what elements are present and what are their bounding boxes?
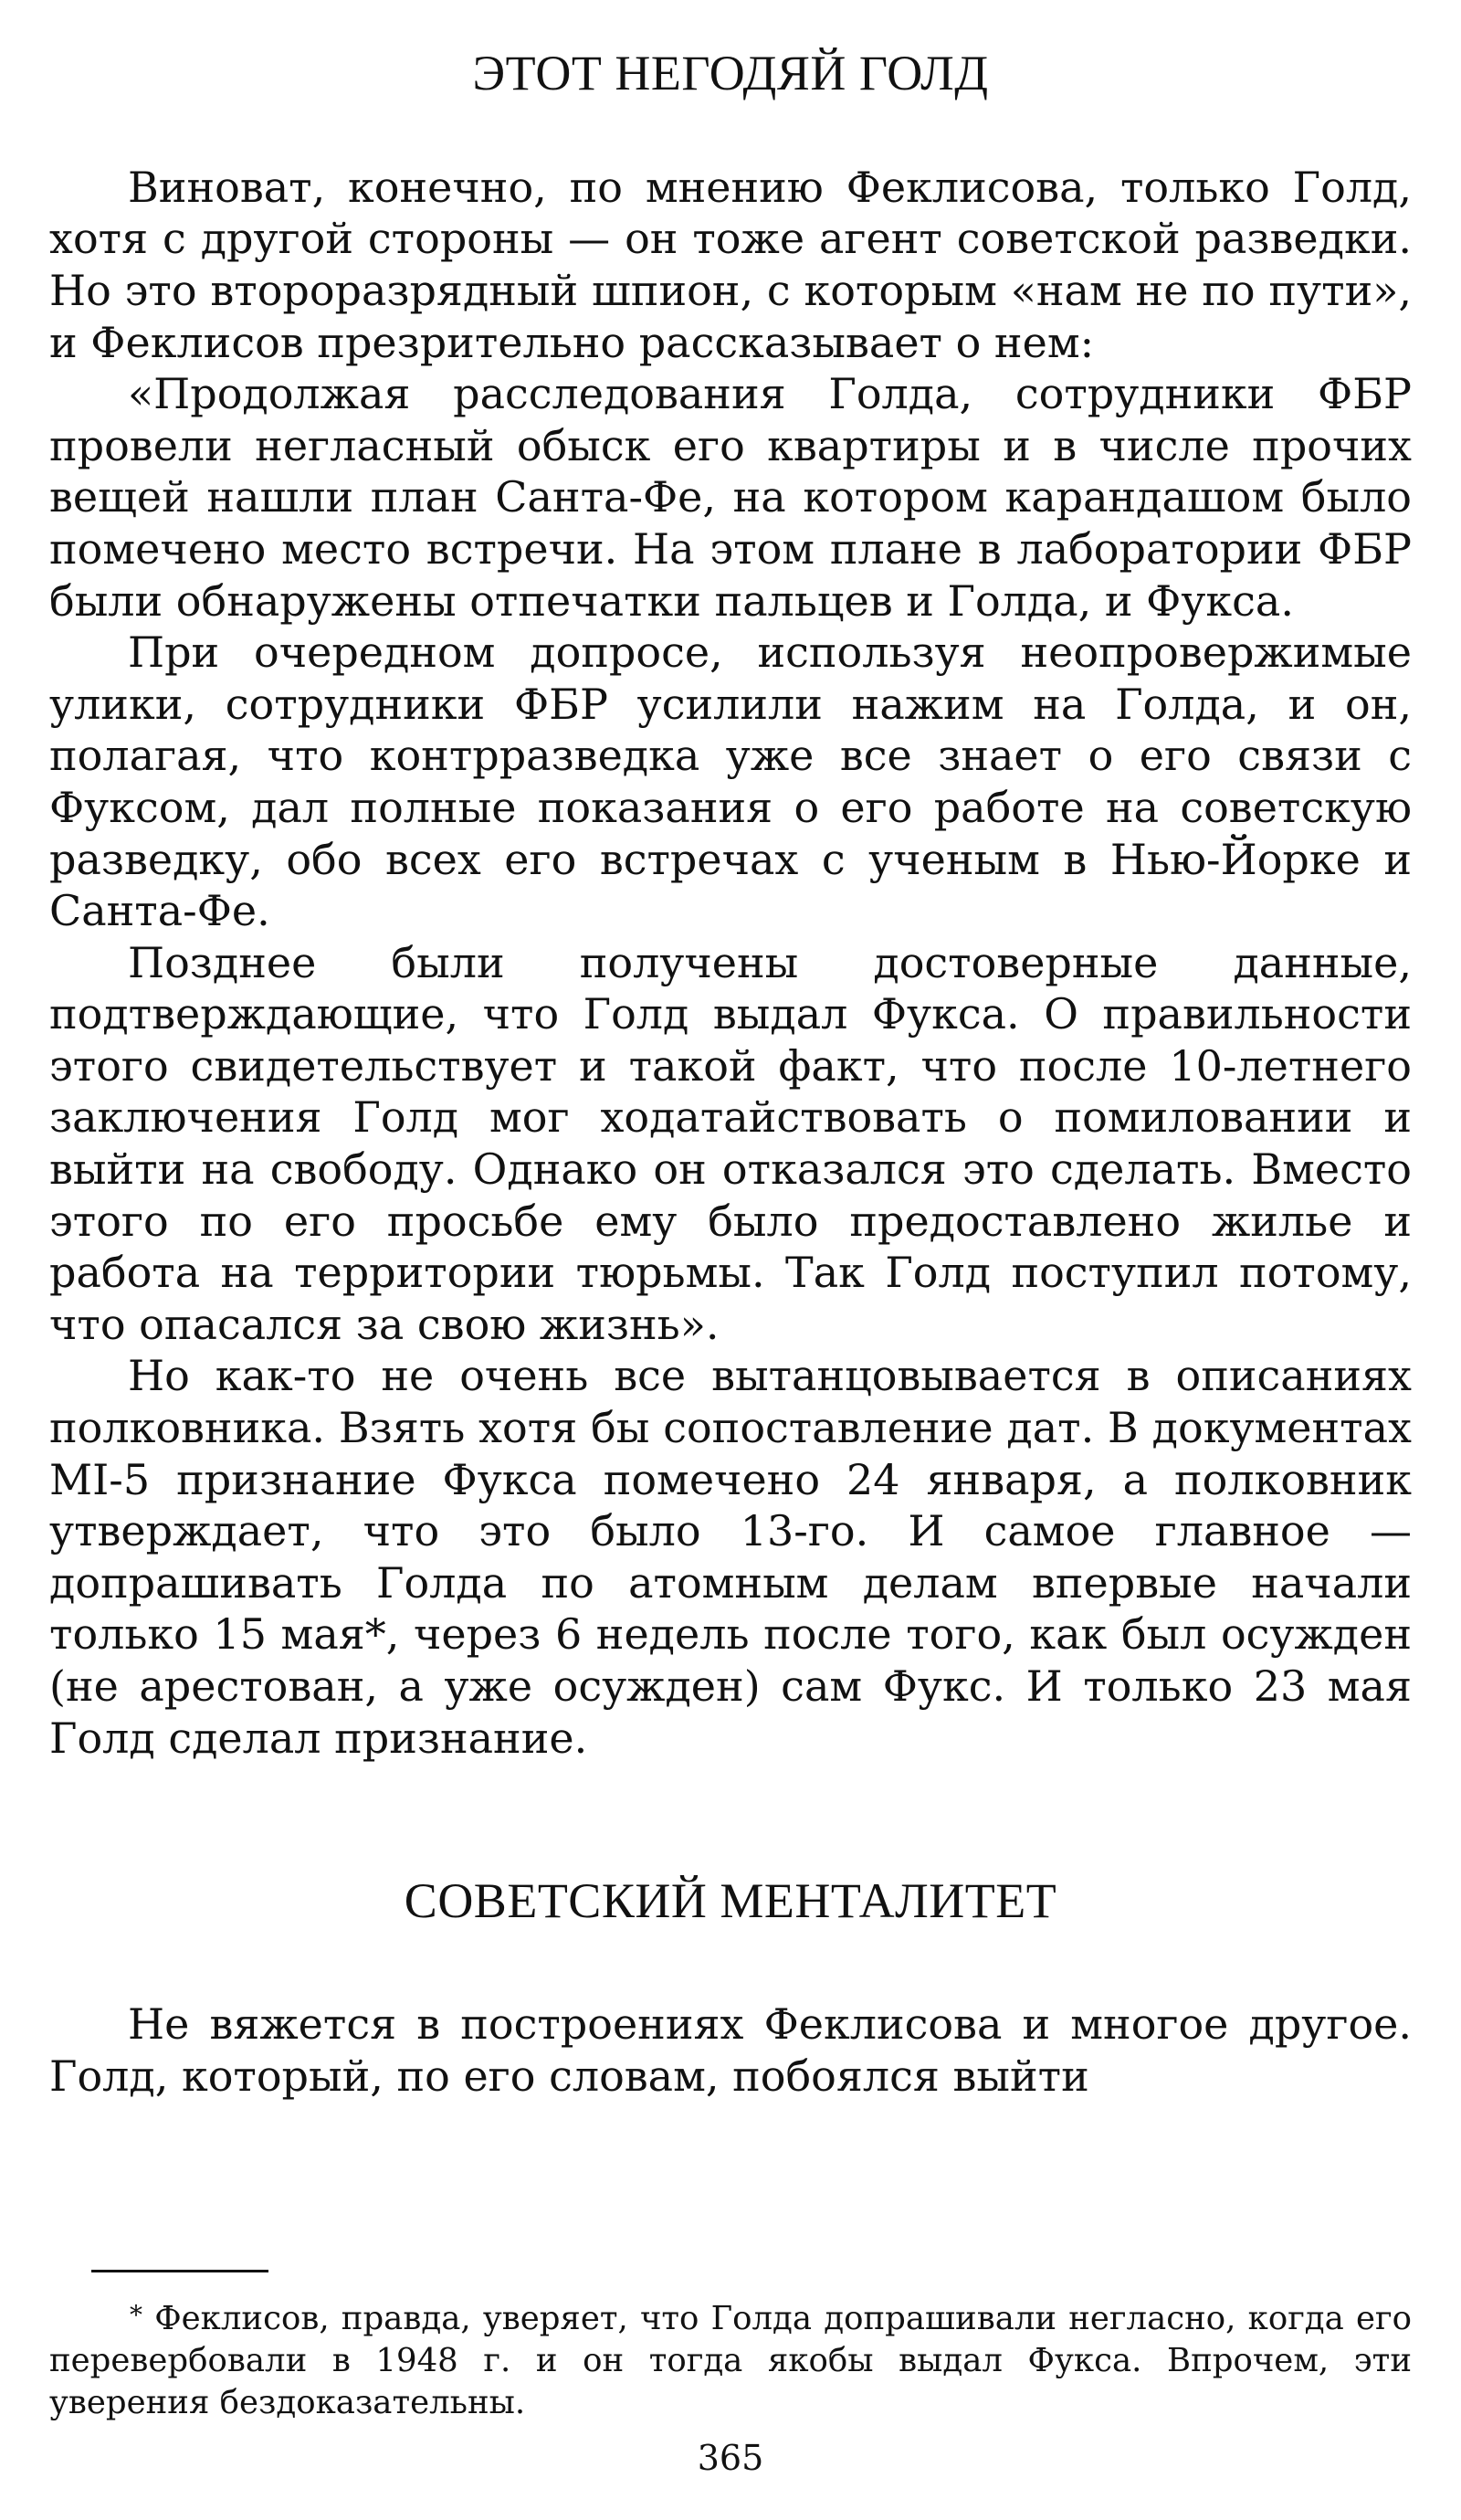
paragraph: «Продолжая расследования Голда, сотрудники ФБР провели негласный обыск его квартиры и в числе прочих вещей нашли план Санта-Фе, на котором карандашом было помечено место встречи. На этом плане в лаборатории ФБР были обнаружены отпечатки пальцев и Голда, и Фукса. [49, 369, 1412, 626]
paragraph: Виноват, конечно, по мнению Феклисова, только Голд, хотя с другой стороны — он тоже агент советской разведки. Но это второразрядный шпион, с которым «нам не по пути», и Феклисов презрительно рассказывает о нем: [49, 162, 1412, 367]
paragraph: При очередном допросе, используя неопровержимые улики, сотрудники ФБР усилили нажим на Голда, и он, полагая, что контрразведка уже все знает о его связи с Фуксом, дал полные показания о его работе на советскую разведку, обо всех его встречах с ученым в Нью-Йорке и Санта-Фе. [49, 627, 1412, 936]
chapter-heading-gold: ЭТОТ НЕГОДЯЙ ГОЛД [472, 46, 989, 100]
paragraph: Но как-то не очень все вытанцовывается в описаниях полковника. Взять хотя бы сопоставление дат. В документах MI-5 признание Фукса помечено 24 января, а полковник утверждает, что это было 13-го. И самое главное — допрашивать Голда по атомным делам впервые начали только 15 мая*, через 6 недель после того, как был осужден (не арестован, а уже осужден) сам Фукс. И только 23 мая Голд сделал признание. [49, 1351, 1412, 1763]
chapter-heading-mentality: СОВЕТСКИЙ МЕНТАЛИТЕТ [404, 1873, 1057, 1929]
page-number: 365 [697, 2438, 764, 2478]
paragraph: Позднее были получены достоверные данные, подтверждающие, что Голд выдал Фукса. О правильности этого свидетельствует и такой факт, что после 10-летнего заключения Голд мог ходатайствовать о помиловании и выйти на свободу. Однако он отказался это сделать. Вместо этого по его просьбе ему было предоставлено жилье и работа на территории тюрьмы. Так Голд поступил потому, что опасался за свою жизнь». [49, 937, 1412, 1349]
section-mentality [49, 1998, 1412, 2102]
footnote-divider [91, 2270, 268, 2272]
section-gold [49, 162, 1412, 1764]
footnote [49, 2294, 1412, 2424]
footnote-marker: * [130, 2300, 142, 2330]
footnote-text: Феклисов, правда, уверяет, что Голда допрашивали негласно, когда его перевербовали в 1948 г. и он тогда якобы выдал Фукса. Впрочем, эти уверения бездоказательны. [49, 2300, 1412, 2421]
book-page [49, 27, 1412, 2494]
paragraph: Не вяжется в построениях Феклисова и многое другое. Голд, который, по его словам, побоялся выйти [49, 1999, 1412, 2101]
